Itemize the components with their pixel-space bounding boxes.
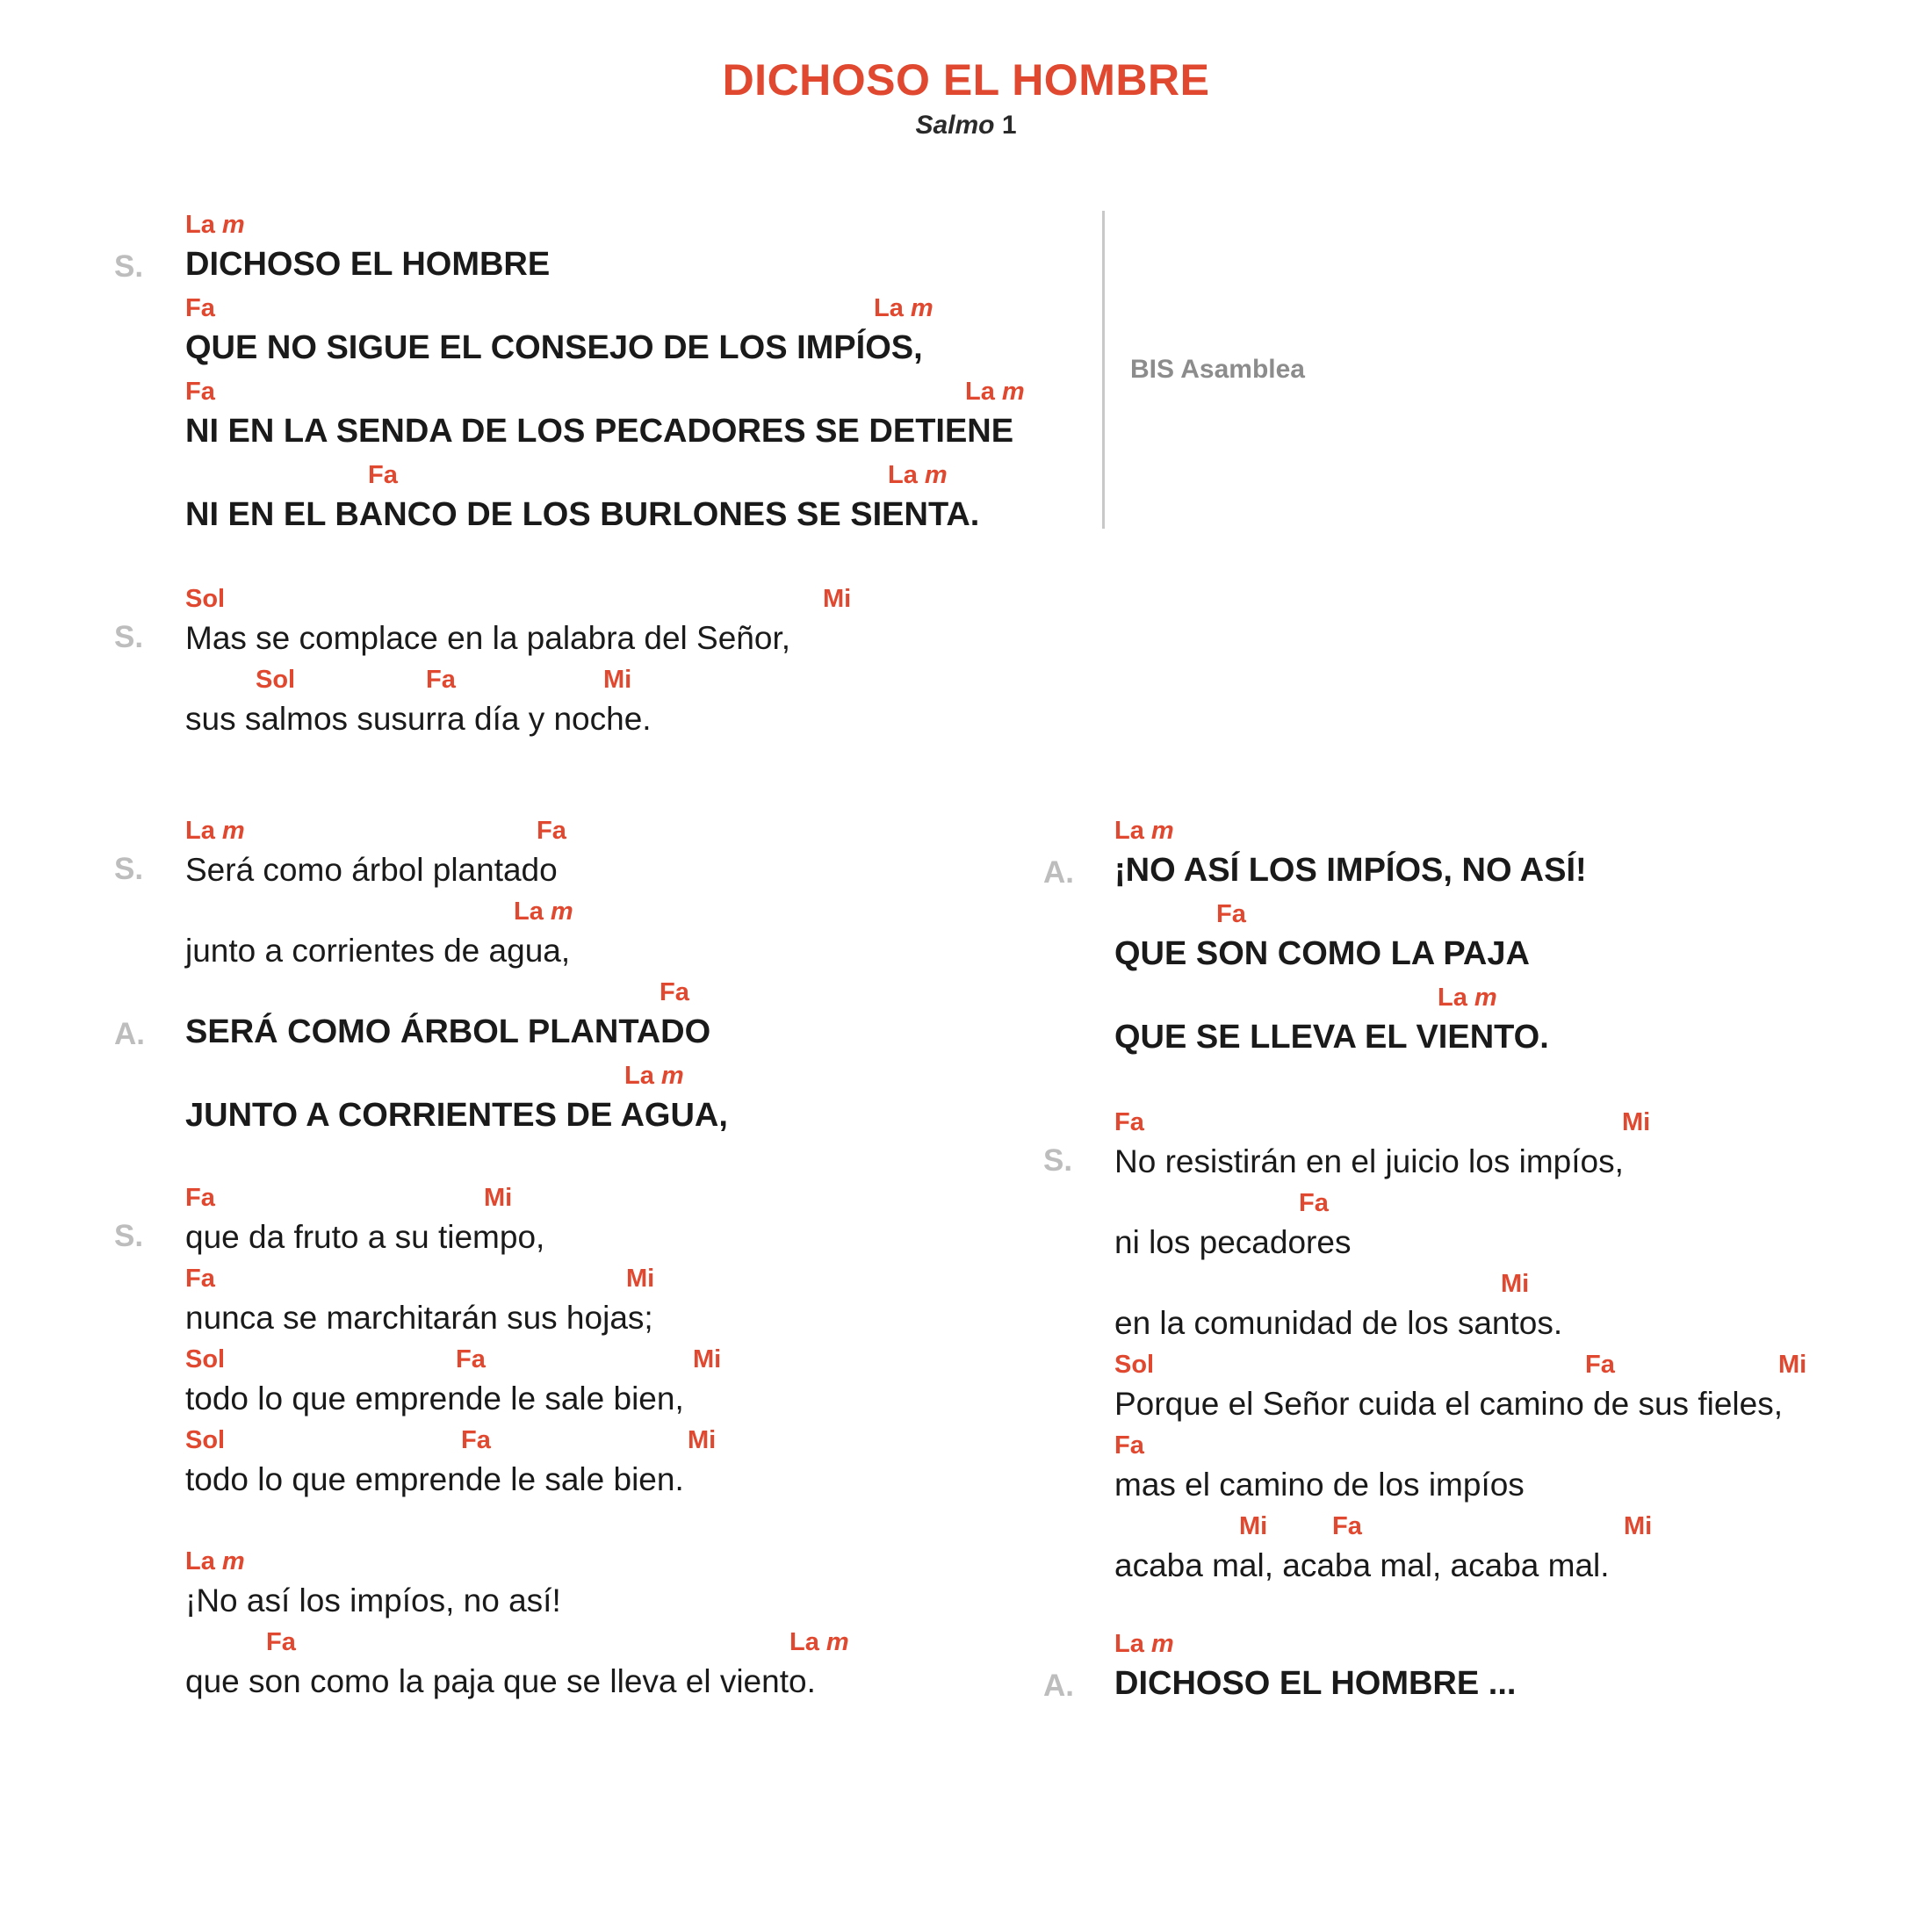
chord: Fa: [461, 1426, 491, 1454]
soloist-label: S.: [114, 1219, 144, 1253]
lyric: QUE NO SIGUE EL CONSEJO DE LOS IMPÍOS,: [185, 329, 923, 366]
chord: La m: [874, 294, 934, 322]
chord: Fa: [1299, 1189, 1329, 1217]
chord: Mi: [626, 1265, 655, 1293]
assembly-label: A.: [1043, 855, 1074, 890]
chord: Mi: [1624, 1512, 1653, 1540]
lyric: NI EN EL BANCO DE LOS BURLONES SE SIENTA.: [185, 496, 980, 533]
bis-note: BIS Asamblea: [1130, 355, 1305, 384]
chord: La m: [1114, 817, 1174, 845]
chord: Fa: [266, 1628, 296, 1656]
chord: Fa: [1114, 1108, 1144, 1136]
chord: La m: [965, 378, 1025, 406]
lyric: DICHOSO EL HOMBRE ...: [1114, 1665, 1517, 1702]
chord: La m: [1438, 984, 1497, 1012]
chord: Mi: [688, 1426, 717, 1454]
chord: Sol: [185, 1426, 226, 1454]
lyric: Será como árbol plantado: [185, 852, 558, 888]
chord: Sol: [1114, 1351, 1155, 1379]
chord: Mi: [1501, 1270, 1530, 1298]
lyric: QUE SE LLEVA EL VIENTO.: [1114, 1019, 1549, 1056]
chord: Mi: [484, 1184, 513, 1212]
chord: Fa: [185, 1184, 215, 1212]
chord: Mi: [1622, 1108, 1651, 1136]
lyric: sus salmos susurra día y noche.: [185, 701, 652, 737]
lyric: DICHOSO EL HOMBRE: [185, 246, 551, 283]
soloist-label: S.: [1043, 1143, 1073, 1178]
chord: La m: [789, 1628, 849, 1656]
lyric: Mas se complace en la palabra del Señor,: [185, 620, 791, 656]
chord: La m: [185, 1547, 245, 1575]
psalm-number: 1: [1001, 111, 1017, 140]
lyric: mas el camino de los impíos: [1114, 1467, 1525, 1503]
soloist-label: S.: [114, 852, 144, 886]
chord: La m: [1114, 1630, 1174, 1658]
lyric: JUNTO A CORRIENTES DE AGUA,: [185, 1097, 728, 1134]
chord: La m: [185, 211, 245, 239]
chord: Sol: [185, 585, 226, 613]
lyric: acaba mal, acaba mal, acaba mal.: [1114, 1547, 1610, 1583]
lyric: que da fruto a su tiempo,: [185, 1219, 545, 1255]
lyric: que son como la paja que se lleva el viento.: [185, 1663, 816, 1699]
chord: Fa: [185, 378, 215, 406]
lyric: QUE SON COMO LA PAJA: [1114, 935, 1530, 972]
chord: Fa: [1332, 1512, 1362, 1540]
soloist-label: S.: [114, 249, 144, 284]
psalm-reference: [0, 111, 1932, 141]
chord: Fa: [368, 461, 398, 489]
chord: Sol: [256, 666, 296, 694]
lyric: SERÁ COMO ÁRBOL PLANTADO: [185, 1013, 711, 1050]
chord: Mi: [1239, 1512, 1268, 1540]
chord: Fa: [1114, 1431, 1144, 1460]
chord: Fa: [1585, 1351, 1615, 1379]
chord: Fa: [1216, 900, 1246, 928]
chord: Fa: [456, 1345, 486, 1373]
chord: Mi: [823, 585, 852, 613]
chord: Mi: [603, 666, 632, 694]
lyric: junto a corrientes de agua,: [185, 933, 571, 969]
chord: La m: [514, 898, 573, 926]
song-title: DICHOSO EL HOMBRE: [722, 55, 1210, 105]
lyric: NI EN LA SENDA DE LOS PECADORES SE DETIENE: [185, 413, 1014, 450]
lyric: ni los pecadores: [1114, 1224, 1352, 1260]
chord: Fa: [426, 666, 456, 694]
lyric: todo lo que emprende le sale bien,: [185, 1381, 684, 1417]
chord: La m: [888, 461, 948, 489]
chord: Fa: [537, 817, 566, 845]
lyric: todo lo que emprende le sale bien.: [185, 1461, 684, 1497]
lyric: ¡NO ASÍ LOS IMPÍOS, NO ASÍ!: [1114, 852, 1587, 889]
lyric: Porque el Señor cuida el camino de sus fieles,: [1114, 1386, 1783, 1422]
bis-bracket-line: [1102, 211, 1105, 529]
chord: Fa: [660, 978, 689, 1006]
chord: Fa: [185, 1265, 215, 1293]
assembly-label: A.: [114, 1017, 145, 1051]
assembly-label: A.: [1043, 1669, 1074, 1703]
soloist-label: S.: [114, 620, 144, 654]
chord: Mi: [1778, 1351, 1807, 1379]
psalm-book: Salmo: [915, 111, 995, 140]
chord: La m: [624, 1062, 684, 1090]
chord: La m: [185, 817, 245, 845]
chord: Fa: [185, 294, 215, 322]
chord: Sol: [185, 1345, 226, 1373]
lyric: No resistirán en el juicio los impíos,: [1114, 1143, 1624, 1179]
chord: Mi: [693, 1345, 722, 1373]
lyric: en la comunidad de los santos.: [1114, 1305, 1563, 1341]
lyric: ¡No así los impíos, no así!: [185, 1582, 561, 1618]
lyric: nunca se marchitarán sus hojas;: [185, 1300, 653, 1336]
